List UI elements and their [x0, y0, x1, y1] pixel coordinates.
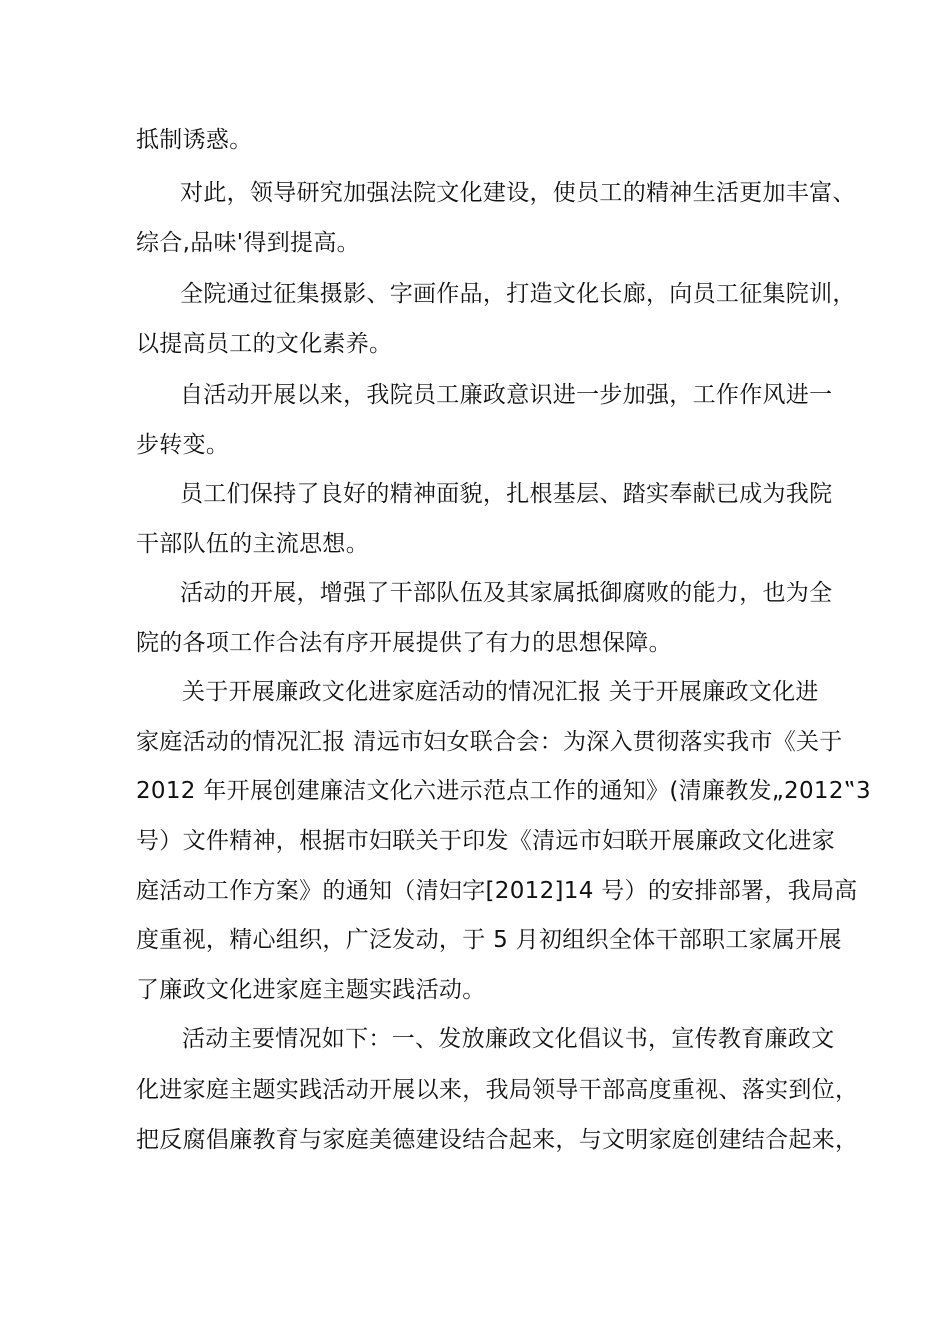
paragraph-8-line-3 — [0, 1124, 950, 1156]
text-line: 化进家庭主题实践活动开展以来，我局领导干部高度重视、落实到位， — [136, 1077, 859, 1103]
text-line: 步转变。 — [136, 432, 230, 458]
paragraph-7-line-1 — [0, 676, 950, 708]
paragraph-7-line-4 — [0, 825, 950, 857]
paragraph-7-line-2 — [0, 726, 950, 758]
paragraph-7-line-5 — [0, 875, 950, 907]
text-line: 员工们保持了良好的精神面貌，扎根基层、踏实奉献已成为我院 — [180, 481, 833, 507]
paragraph-6-line-1 — [0, 577, 950, 609]
text-line: 了廉政文化进家庭主题实践活动。 — [136, 977, 486, 1003]
paragraph-3-line-1 — [0, 278, 950, 310]
paragraph-4-line-2 — [0, 429, 950, 461]
text-line: 号）文件精神，根据市妇联关于印发《清远市妇联开展廉政文化进家 — [136, 828, 835, 854]
paragraph-7-line-7 — [0, 974, 950, 1006]
paragraph-7-line-3 — [0, 775, 950, 807]
text-line: 全院通过征集摄影、字画作品，打造文化长廊，向员工征集院训， — [180, 281, 856, 307]
text-line: 抵制诱惑。 — [136, 127, 253, 153]
paragraph-8-line-1 — [0, 1023, 950, 1055]
text-line: 活动的开展，增强了干部队伍及其家属抵御腐败的能力，也为全 — [180, 580, 833, 606]
text-line: 干部队伍的主流思想。 — [136, 531, 369, 557]
paragraph-8-line-2 — [0, 1074, 950, 1106]
paragraph-5-line-2 — [0, 528, 950, 560]
text-line: 对此，领导研究加强法院文化建设，使员工的精神生活更加丰富、 — [180, 180, 856, 206]
paragraph-4-line-1 — [0, 379, 950, 411]
text-line: 庭活动工作方案》的通知（清妇字[2012]14 号）的安排部署，我局高 — [136, 878, 858, 904]
text-line: 自活动开展以来，我院员工廉政意识进一步加强，工作作风进一 — [180, 382, 833, 408]
text-line: 关于开展廉政文化进家庭活动的情况汇报 关于开展廉政文化进 — [182, 679, 819, 705]
text-line: 综合,品味'得到提高。 — [136, 230, 360, 256]
text-line: 活动主要情况如下：一、发放廉政文化倡议书，宣传教育廉政文 — [182, 1026, 835, 1052]
paragraph-5-line-1 — [0, 478, 950, 510]
text-line: 度重视，精心组织，广泛发动，于 5 月初组织全体干部职工家属开展 — [136, 927, 842, 953]
paragraph-1-line-1 — [0, 124, 950, 156]
text-line: 以提高员工的文化素养。 — [136, 331, 393, 357]
text-line: 把反腐倡廉教育与家庭美德建设结合起来，与文明家庭创建结合起来， — [136, 1127, 859, 1153]
text-line: 家庭活动的情况汇报 清远市妇女联合会：为深入贯彻落实我市《关于 — [136, 729, 843, 755]
paragraph-7-line-6 — [0, 924, 950, 956]
paragraph-6-line-2 — [0, 627, 950, 659]
paragraph-2-line-2 — [0, 227, 950, 259]
text-line: 2012 年开展创建廉洁文化六进示范点工作的通知》(清廉教发„2012‟3 — [136, 778, 871, 804]
text-line: 院的各项工作合法有序开展提供了有力的思想保障。 — [136, 630, 672, 656]
paragraph-2-line-1 — [0, 177, 950, 209]
paragraph-3-line-2 — [0, 328, 950, 360]
